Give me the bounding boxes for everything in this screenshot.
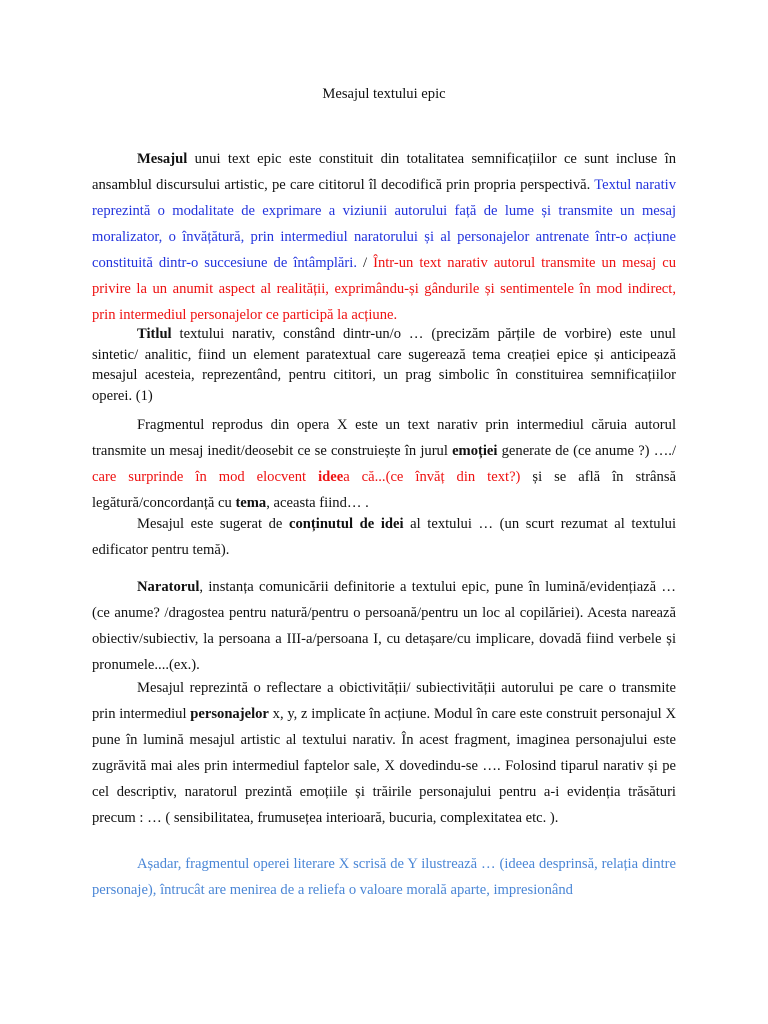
paragraph-naratorul: Naratorul, instanța comunicării definitorie a textului epic, pune în lumină/evidențiază … (ce anume? /dragostea pentru natură/pentru o persoană/pentru un loc al copilăriei). Acesta narează obiectiv/subiectiv, la persoana a III-a/persoana I, cu detașare/cu implicare, dovadă fiind verbele și pronumele....(ex.). [92,579,676,673]
paragraph-mesajul: Mesajul unui text epic este constituit din totalitatea semnificațiilor ce sunt incluse în ansamblul discursului artistic, pe care cititorul îl decodifică prin propria perspectivă. Textul narativ reprezintă o modalitate de exprimare a viziunii autorului față de lume și transmite un mesaj moralizator, o învățătură, prin intermediul naratorului și al personajelor antrenate într-o acțiune constituită dintr-o succesiune de întâmplări. / Într-un text narativ autorul transmite un mesaj cu privire la un anumit aspect al realității, exprimându-și gândurile și sentimentele în mod indirect, prin intermediul personajelor ce participă la acțiune. [92,151,676,323]
term-naratorul: Naratorul [137,579,200,595]
paragraph-titlul: Titlul textului narativ, constând dintr-un/o … (precizăm părțile de vorbire) este unul sintetic/ analitic, fiind un element paratextual care sugerează tema creației epice și anticipează mesajul acesteia, reprezentând, pentru cititori, un prag simbolic în constituirea semnificațiilor operei. (1) [92,326,676,404]
red-text: Într-un text narativ autorul transmite un mesaj cu privire la un anumit aspect al realității, exprimându-și gândurile și sentimentele în mod indirect, prin intermediul personajelor ce participă la acțiune. [92,255,676,323]
paragraph-continutul: Mesajul este sugerat de conținutul de idei al textului … (un scurt rezumat al textului edificator pentru temă). [92,516,676,558]
document-title: Mesajul textului epic [322,86,446,102]
blue-text: Textul narativ reprezintă o modalitate de exprimare a viziunii autorului față de lume și transmite un mesaj moralizator, o învățătură, prin intermediul naratorului și al personajelor antrenate într-o acțiune constituită dintr-o succesiune de întâmplări. [92,177,676,271]
paragraph-personajele: Mesajul reprezintă o reflectare a obictivității/ subiectivității autorului pe care o transmite prin intermediul personajelor x, y, z implicate în acțiune. Modul în care este construit personajul X pune în lumină mesajul artistic al textului narativ. În acest fragment, imaginea personajului este zugrăvită mai ales prin intermediul faptelor sale, X dovedindu-se …. Folosind tiparul narativ și pe cel descriptiv, naratorul prezintă emoțiile și trăirile personajului pentru a-i evidenția trăsături precum : … ( sensibilitatea, frumusețea interioară, bucuria, complexitatea etc. ). [92,680,676,826]
term-tema: tema [235,495,267,511]
term-ideea: idee [318,469,344,485]
term-emotiei: emoției [452,443,498,459]
paragraph-concluzie: Așadar, fragmentul operei literare X scrisă de Y ilustrează … (ideea desprinsă, relația dintre personaje), întrucât are menirea de a reliefa o valoare morală aparte, impresionând [92,856,676,898]
term-personajelor: personajelor [190,706,269,722]
term-mesajul: Mesajul [137,151,188,167]
term-titlul: Titlul [137,326,172,342]
paragraph-fragmentul: Fragmentul reprodus din opera X este un text narativ prin intermediul căruia autorul transmite un mesaj inedit/deosebit ce se construiește în jurul emoției generate de (ce anume ?) …./ care surprinde în mod elocvent ideea că...(ce învăț din text?) și se află în strânsă legătură/concordanță cu tema, aceasta fiind… . [92,417,676,511]
term-continutul-de-idei: conținutul de idei [289,516,404,532]
